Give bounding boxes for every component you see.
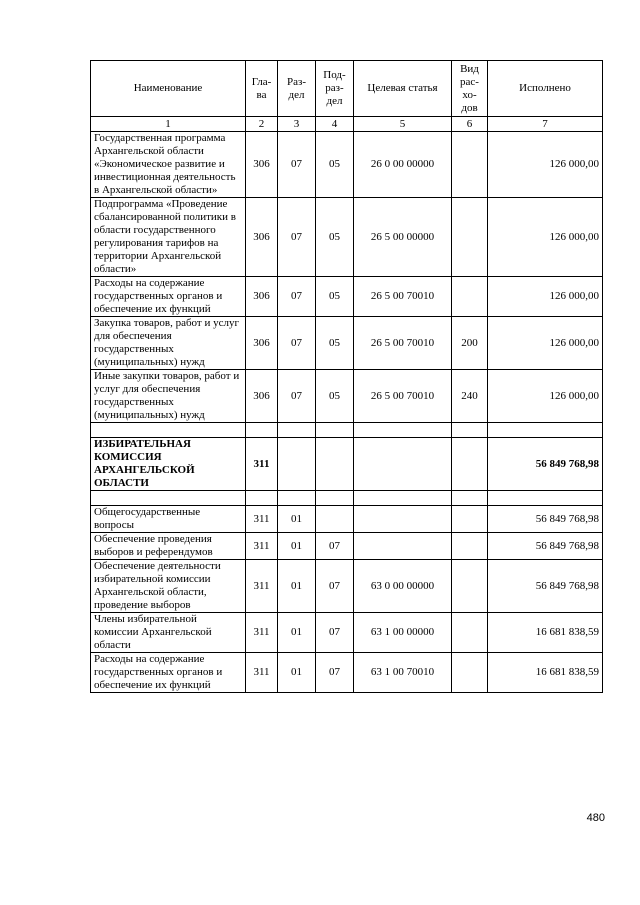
row-amount: 56 849 768,98 [488,506,603,533]
row-statya: 63 0 00 00000 [354,560,452,613]
col-number: 1 [91,117,246,132]
row-statya: 26 5 00 00000 [354,198,452,277]
empty-cell [246,491,278,506]
row-vid [452,277,488,317]
row-glava: 306 [246,198,278,277]
row-vid [452,132,488,198]
col-number: 2 [246,117,278,132]
empty-cell [278,423,316,438]
row-podrazdel: 05 [316,317,354,370]
row-podrazdel: 07 [316,653,354,693]
table-row [91,560,603,613]
row-name: Государственная программа Архангельской области «Экономическое развитие и инвестиционная деятельность в Архангельской области» [91,132,246,198]
header-razdel: Раз- дел [278,61,316,117]
row-amount: 126 000,00 [488,317,603,370]
row-vid [452,198,488,277]
row-razdel: 01 [278,506,316,533]
row-podrazdel [316,506,354,533]
row-statya: 26 5 00 70010 [354,317,452,370]
row-glava: 306 [246,132,278,198]
column-number-row [91,117,603,132]
row-razdel [278,438,316,491]
row-podrazdel: 05 [316,198,354,277]
table-row [91,438,603,491]
table-row [91,277,603,317]
row-razdel: 07 [278,317,316,370]
row-statya [354,533,452,560]
row-razdel: 07 [278,198,316,277]
row-razdel: 01 [278,560,316,613]
row-amount: 126 000,00 [488,198,603,277]
row-glava: 311 [246,560,278,613]
col-number: 5 [354,117,452,132]
empty-cell [488,491,603,506]
row-vid [452,560,488,613]
row-amount: 126 000,00 [488,132,603,198]
row-vid: 200 [452,317,488,370]
row-podrazdel: 05 [316,370,354,423]
header-glava: Гла- ва [246,61,278,117]
table-row [91,653,603,693]
row-podrazdel: 07 [316,533,354,560]
row-amount: 16 681 838,59 [488,613,603,653]
row-podrazdel: 07 [316,613,354,653]
row-glava: 306 [246,370,278,423]
empty-cell [91,491,246,506]
row-glava: 306 [246,317,278,370]
row-name: Закупка товаров, работ и услуг для обеспечения государственных (муниципальных) нужд [91,317,246,370]
header-amount: Исполнено [488,61,603,117]
table-row [91,613,603,653]
header-podrazdel: Под- раз- дел [316,61,354,117]
row-name: Обеспечение проведения выборов и референдумов [91,533,246,560]
row-vid [452,653,488,693]
table-row [91,533,603,560]
row-name: Подпрограмма «Проведение сбалансированной политики в области государственного регулирования тарифов на территории Архангельской области» [91,198,246,277]
row-podrazdel: 05 [316,277,354,317]
header-row [91,61,603,117]
row-glava: 311 [246,506,278,533]
row-glava: 311 [246,653,278,693]
header-statya: Целевая статья [354,61,452,117]
row-statya: 26 5 00 70010 [354,370,452,423]
row-statya: 63 1 00 70010 [354,653,452,693]
row-vid: 240 [452,370,488,423]
row-podrazdel [316,438,354,491]
row-podrazdel: 07 [316,560,354,613]
row-name: Иные закупки товаров, работ и услуг для обеспечения государственных (муниципальных) нужд [91,370,246,423]
row-statya [354,506,452,533]
empty-cell [354,491,452,506]
table-body [91,132,603,693]
table-row [91,132,603,198]
row-statya: 63 1 00 00000 [354,613,452,653]
spacer-row [91,491,603,506]
page-number: 480 [586,812,605,824]
row-name: ИЗБИРАТЕЛЬНАЯ КОМИССИЯ АРХАНГЕЛЬСКОЙ ОБЛАСТИ [91,438,246,491]
row-glava: 311 [246,613,278,653]
table-row [91,506,603,533]
row-razdel: 07 [278,370,316,423]
row-amount: 126 000,00 [488,277,603,317]
col-number: 6 [452,117,488,132]
table-row [91,198,603,277]
empty-cell [91,423,246,438]
row-razdel: 07 [278,132,316,198]
empty-cell [452,423,488,438]
row-name: Обеспечение деятельности избирательной комиссии Архангельской области, проведение выборов [91,560,246,613]
row-amount: 56 849 768,98 [488,438,603,491]
row-name: Расходы на содержание государственных органов и обеспечение их функций [91,653,246,693]
row-vid [452,613,488,653]
row-vid [452,533,488,560]
row-name: Члены избирательной комиссии Архангельской области [91,613,246,653]
header-name: Наименование [91,61,246,117]
row-razdel: 01 [278,533,316,560]
row-amount: 56 849 768,98 [488,560,603,613]
empty-cell [316,423,354,438]
table-row [91,317,603,370]
row-podrazdel: 05 [316,132,354,198]
row-razdel: 01 [278,613,316,653]
empty-cell [488,423,603,438]
row-vid [452,438,488,491]
row-statya [354,438,452,491]
row-statya: 26 5 00 70010 [354,277,452,317]
row-razdel: 07 [278,277,316,317]
empty-cell [354,423,452,438]
col-number: 3 [278,117,316,132]
row-statya: 26 0 00 00000 [354,132,452,198]
row-glava: 306 [246,277,278,317]
header-vid: Вид рас- хо- дов [452,61,488,117]
row-name: Общегосударственные вопросы [91,506,246,533]
table-row [91,370,603,423]
col-number: 4 [316,117,354,132]
row-razdel: 01 [278,653,316,693]
row-amount: 126 000,00 [488,370,603,423]
empty-cell [246,423,278,438]
col-number: 7 [488,117,603,132]
row-glava: 311 [246,533,278,560]
budget-table [90,60,603,693]
spacer-row [91,423,603,438]
empty-cell [452,491,488,506]
row-name: Расходы на содержание государственных органов и обеспечение их функций [91,277,246,317]
empty-cell [278,491,316,506]
row-glava: 311 [246,438,278,491]
empty-cell [316,491,354,506]
row-amount: 56 849 768,98 [488,533,603,560]
row-amount: 16 681 838,59 [488,653,603,693]
row-vid [452,506,488,533]
